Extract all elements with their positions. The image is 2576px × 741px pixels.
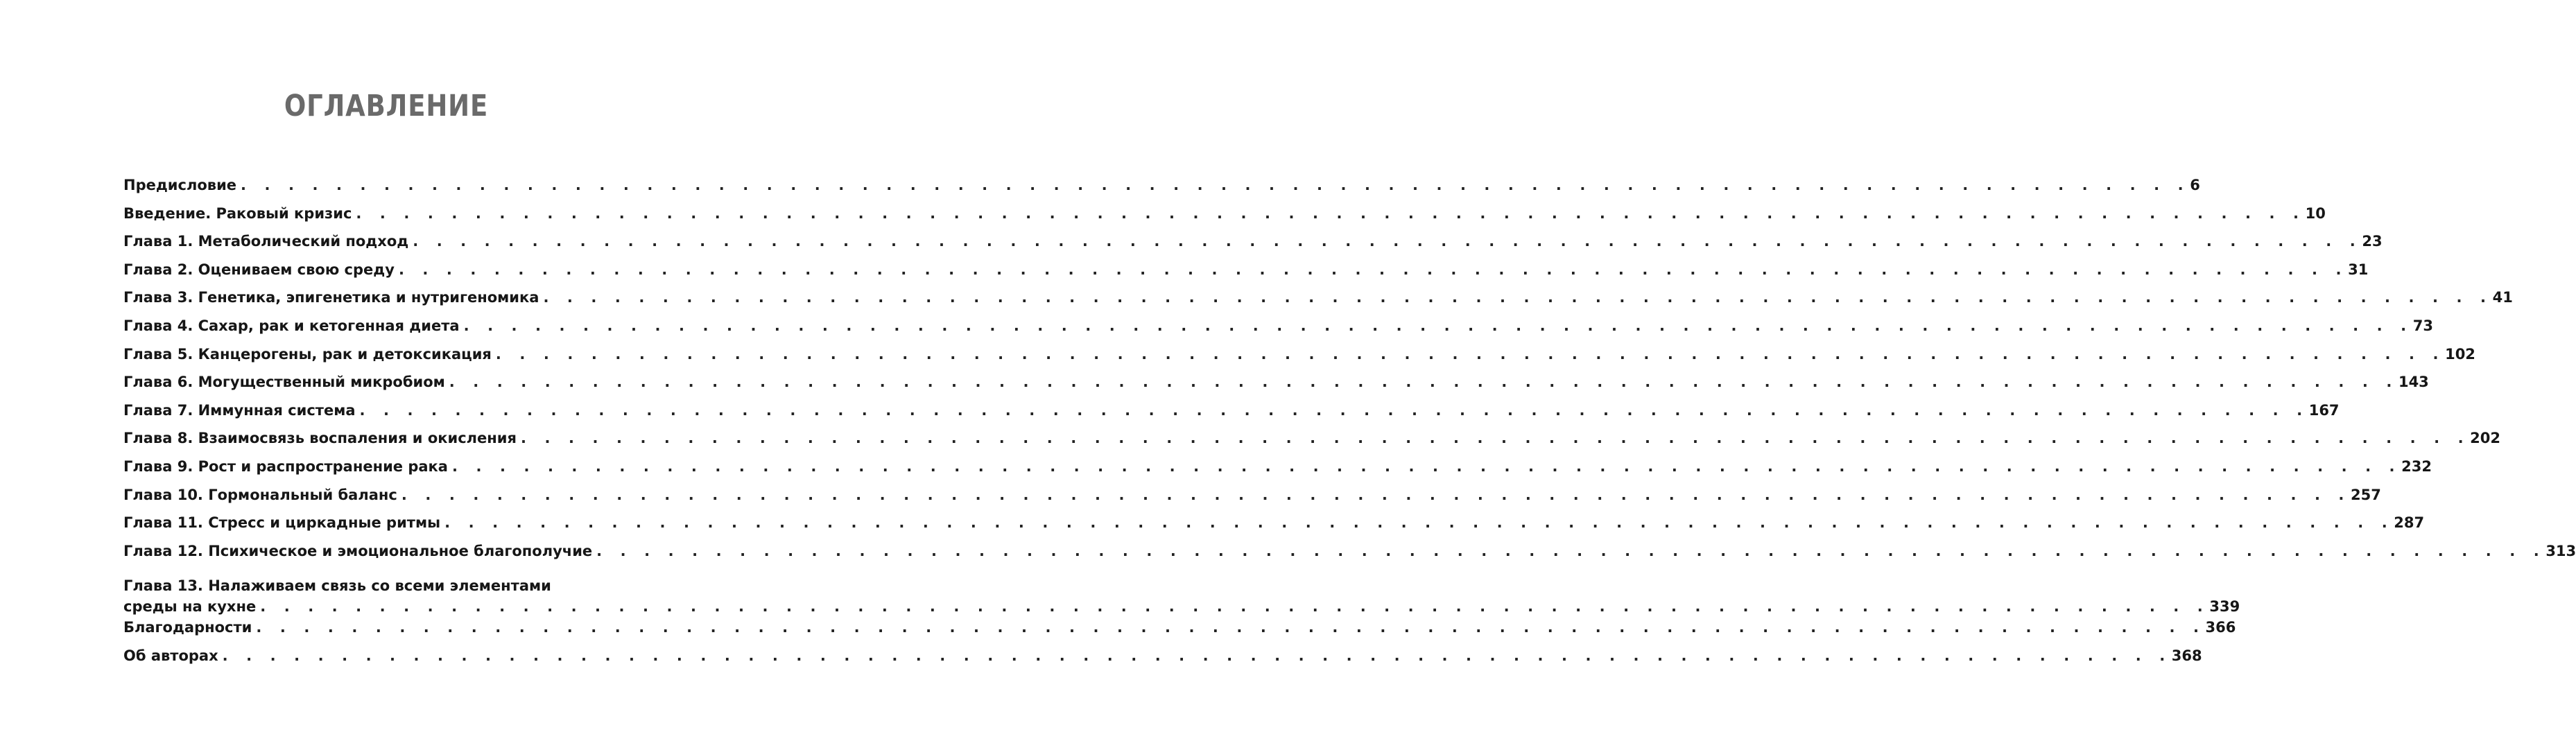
toc-entry-label: Глава 10. Гормональный баланс: [123, 486, 397, 503]
toc-entry-label: Предисловие: [123, 177, 237, 193]
toc-entry-chapter-8[interactable]: [123, 428, 2500, 456]
toc-entry-label: Глава 12. Психическое и эмоциональное благополучие: [123, 542, 593, 559]
toc-page-number: 41: [2492, 289, 2513, 306]
toc-entry-acknowledgements[interactable]: [123, 617, 2236, 645]
toc-entry-chapter-13[interactable]: [123, 568, 2240, 617]
toc-entry-label: Глава 5. Канцерогены, рак и детоксикация: [123, 345, 492, 363]
toc-entry-chapter-6[interactable]: [123, 372, 2429, 400]
toc-page-number: 287: [2394, 514, 2425, 532]
toc-entry-chapter-12[interactable]: [123, 541, 2576, 569]
toc-entry-chapter-10[interactable]: [123, 485, 2381, 513]
toc-entry-label: Глава 8. Взаимосвязь воспаления и окисления: [123, 430, 517, 447]
toc-entry-label-line-2: среды на кухне: [123, 598, 257, 616]
toc-entry-label: Глава 6. Могущественный микробиом: [123, 374, 445, 391]
toc-page-number: 31: [2348, 261, 2369, 278]
toc-entry-label: Об авторах: [123, 647, 218, 664]
toc-dot-leader: . . . . . . . . . . . . . . . . . . . . . . . . . . . . . . . . . . . . . . . . . . . . . . . . . . . . . . . . . . . . . . . . . . . . . . . . . . . . . . . . . .: [260, 598, 2210, 616]
toc-dot-leader: . . . . . . . . . . . . . . . . . . . . . . . . . . . . . . . . . . . . . . . . . . . . . . . . . . . . . . . . . . . . . . . . . . . . . . . . . . . . . . . . . .: [398, 261, 2349, 278]
toc-page-number: 167: [2308, 401, 2340, 419]
toc-entry-label: Глава 3. Генетика, эпигенетика и нутригеномика: [123, 289, 539, 306]
toc-entry-label: Глава 2. Оцениваем свою среду: [123, 261, 395, 278]
page-title: ОГЛАВЛЕНИЕ: [284, 89, 489, 123]
toc-dot-leader: . . . . . . . . . . . . . . . . . . . . . . . . . . . . . . . . . . . . . . . . . . . . . . . . . . . . . . . . . . . . . . . . . . . . . . . . . . . . . . . . . .: [256, 619, 2206, 636]
toc-page-number: 23: [2362, 233, 2383, 250]
toc-page-number: 102: [2445, 345, 2475, 363]
toc-dot-leader: . . . . . . . . . . . . . . . . . . . . . . . . . . . . . . . . . . . . . . . . . . . . . . . . . . . . . . . . . . . . . . . . . . . . . . . . . . . . . . . . . .: [596, 542, 2546, 559]
toc-page-number: 313: [2545, 542, 2576, 559]
toc-entry-chapter-2[interactable]: [123, 259, 2369, 288]
toc-dot-leader: . . . . . . . . . . . . . . . . . . . . . . . . . . . . . . . . . . . . . . . . . . . . . . . . . . . . . . . . . . . . . . . . . . . . . . . . . . . . . . . . . .: [222, 647, 2172, 664]
toc-page-number: 202: [2470, 430, 2500, 447]
toc-entry-label: Благодарности: [123, 619, 252, 636]
toc-entry-chapter-1[interactable]: [123, 231, 2383, 259]
toc-dot-leader: . . . . . . . . . . . . . . . . . . . . . . . . . . . . . . . . . . . . . . . . . . . . . . . . . . . . . . . . . . . . . . . . . . . . . . . . . . . . . . . . . .: [241, 177, 2190, 193]
toc-page-number: 368: [2171, 647, 2202, 664]
toc-entry-label: Глава 7. Иммунная система: [123, 401, 356, 419]
toc-dot-leader: . . . . . . . . . . . . . . . . . . . . . . . . . . . . . . . . . . . . . . . . . . . . . . . . . . . . . . . . . . . . . . . . . . . . . . . . . . . . . . . . . .: [449, 374, 2398, 391]
toc-entry-introduction[interactable]: [123, 203, 2326, 232]
toc-entry-label: Глава 9. Рост и распространение рака: [123, 457, 448, 475]
toc-entry-about-authors[interactable]: [123, 645, 2202, 674]
toc-page-number: 73: [2412, 317, 2433, 334]
toc-entry-preface[interactable]: [123, 175, 2200, 203]
toc-entry-chapter-11[interactable]: [123, 512, 2425, 541]
toc-entry-label-line-1: Глава 13. Налаживаем связь со всеми элементами: [123, 577, 551, 595]
toc-page-number: 232: [2401, 457, 2432, 475]
toc-dot-leader: . . . . . . . . . . . . . . . . . . . . . . . . . . . . . . . . . . . . . . . . . . . . . . . . . . . . . . . . . . . . . . . . . . . . . . . . . . . . . . . . . .: [495, 345, 2446, 363]
toc-entry-chapter-4[interactable]: [123, 315, 2433, 344]
table-of-contents: [123, 175, 2576, 674]
toc-page-number: 143: [2398, 374, 2429, 391]
toc-dot-leader: . . . . . . . . . . . . . . . . . . . . . . . . . . . . . . . . . . . . . . . . . . . . . . . . . . . . . . . . . . . . . . . . . . . . . . . . . . . . . . . . . .: [401, 486, 2351, 503]
toc-entry-chapter-9[interactable]: [123, 456, 2432, 485]
toc-dot-leader: . . . . . . . . . . . . . . . . . . . . . . . . . . . . . . . . . . . . . . . . . . . . . . . . . . . . . . . . . . . . . . . . . . . . . . . . . . . . . . . . . .: [413, 233, 2362, 250]
toc-entry-label: Введение. Раковый кризис: [123, 204, 352, 222]
toc-dot-leader: . . . . . . . . . . . . . . . . . . . . . . . . . . . . . . . . . . . . . . . . . . . . . . . . . . . . . . . . . . . . . . . . . . . . . . . . . . . . . . . . . .: [451, 457, 2402, 475]
toc-entry-chapter-7[interactable]: [123, 400, 2340, 428]
toc-entry-label: Глава 1. Метаболический подход: [123, 233, 409, 250]
toc-entry-chapter-5[interactable]: [123, 344, 2475, 372]
toc-page-number: 339: [2209, 598, 2240, 616]
toc-dot-leader: . . . . . . . . . . . . . . . . . . . . . . . . . . . . . . . . . . . . . . . . . . . . . . . . . . . . . . . . . . . . . . . . . . . . . . . . . . . . . . . . . .: [359, 401, 2309, 419]
toc-page-number: 366: [2205, 619, 2236, 636]
toc-entry-chapter-3[interactable]: [123, 287, 2513, 315]
toc-dot-leader: . . . . . . . . . . . . . . . . . . . . . . . . . . . . . . . . . . . . . . . . . . . . . . . . . . . . . . . . . . . . . . . . . . . . . . . . . . . . . . . . . .: [356, 204, 2306, 222]
toc-dot-leader: . . . . . . . . . . . . . . . . . . . . . . . . . . . . . . . . . . . . . . . . . . . . . . . . . . . . . . . . . . . . . . . . . . . . . . . . . . . . . . . . . .: [521, 430, 2471, 447]
toc-entry-label: Глава 11. Стресс и циркадные ритмы: [123, 514, 441, 532]
toc-page-number: 257: [2351, 486, 2381, 503]
toc-dot-leader: . . . . . . . . . . . . . . . . . . . . . . . . . . . . . . . . . . . . . . . . . . . . . . . . . . . . . . . . . . . . . . . . . . . . . . . . . . . . . . . . . .: [444, 514, 2394, 532]
toc-page-number: 10: [2305, 204, 2326, 222]
toc-page-number: 6: [2190, 177, 2200, 193]
toc-dot-leader: . . . . . . . . . . . . . . . . . . . . . . . . . . . . . . . . . . . . . . . . . . . . . . . . . . . . . . . . . . . . . . . . . . . . . . . . . . . . . . . . . .: [463, 317, 2413, 334]
toc-entry-label: Глава 4. Сахар, рак и кетогенная диета: [123, 317, 460, 334]
toc-dot-leader: . . . . . . . . . . . . . . . . . . . . . . . . . . . . . . . . . . . . . . . . . . . . . . . . . . . . . . . . . . . . . . . . . . . . . . . . . . . . . . . . . .: [543, 289, 2493, 306]
